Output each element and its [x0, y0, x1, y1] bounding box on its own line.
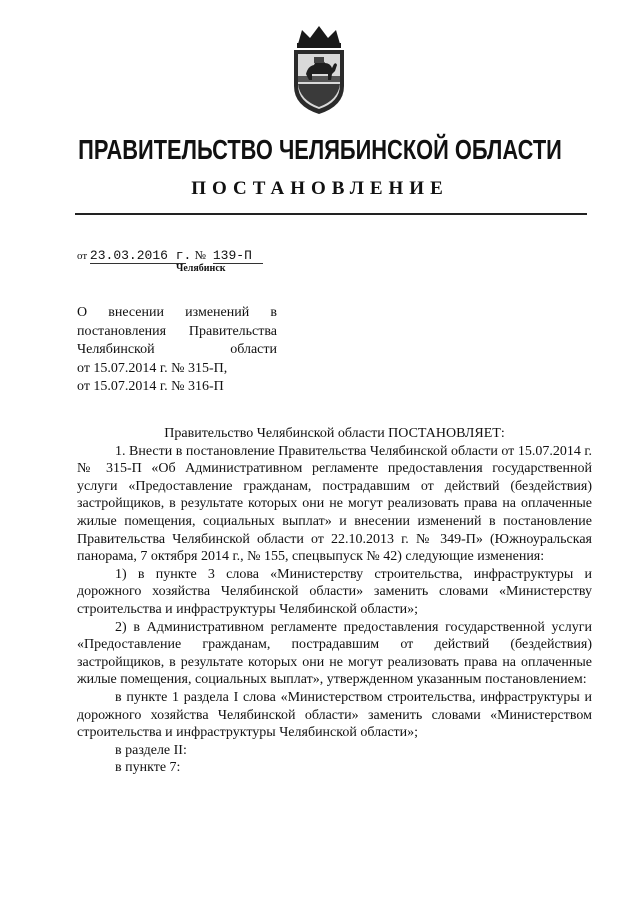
document-subject	[77, 304, 277, 397]
body-paragraph: в разделе II:	[115, 742, 187, 758]
document-number: 139-П	[213, 248, 263, 264]
subject-line: от 15.07.2014 г. № 315-П,	[77, 360, 228, 376]
body-paragraph: 1) в пункте 3 слова «Министерству строительства, инфраструктуры и дорожного хозяйства Челябинской области» заменить словами «Министерству строительства и инфраструктуры Челябинской области»;	[77, 566, 592, 617]
subject-line: О внесении изменений в	[77, 305, 277, 320]
subject-line: Челябинской области	[77, 342, 277, 357]
subject-line: постановления Правительства	[77, 323, 277, 339]
registration-line	[77, 248, 263, 264]
date-prefix: от	[77, 250, 88, 262]
issue-city: Челябинск	[176, 263, 226, 274]
document-type-heading: ПОСТАНОВЛЕНИЕ	[191, 178, 449, 199]
document-date: 23.03.2016 г.	[89, 248, 192, 263]
body-paragraph: 1. Внести в постановление Правительства Челябинской области от 15.07.2014 г. № 315-П «Об Административном регламенте предоставления государственной услуги «Предоставление гражданам, пострадавшим от действий (бездействия) застройщиков, в результате которых они не могут реализовать права на оплаченные жилые помещения, социальных выплат» и внесении изменений в постановление Правительства Челябинской области от 22.10.2013 г. № 349-П» (Южноуральская панорама, 7 октября 2014 г., № 155, спецвыпуск № 42) следующие изменения:	[77, 443, 592, 565]
header-divider	[75, 213, 587, 215]
document-body	[77, 425, 592, 777]
preamble: Правительство Челябинской области ПОСТАНОВЛЯЕТ:	[164, 426, 505, 441]
number-label: №	[194, 248, 207, 262]
chelyabinsk-coat-of-arms-icon	[288, 24, 350, 116]
subject-line: от 15.07.2014 г. № 316-П	[77, 379, 224, 394]
government-heading: ПРАВИТЕЛЬСТВО ЧЕЛЯБИНСКОЙ ОБЛАСТИ	[78, 134, 562, 165]
body-paragraph: в пункте 1 раздела I слова «Министерством строительства, инфраструктуры и дорожного хозяйства Челябинской области» заменить словами «Министерством строительства и инфраструктуры Челябинской области»;	[77, 689, 592, 741]
body-paragraph: 2) в Административном регламенте предоставления государственной услуги «Предоставление гражданам, пострадавшим от действий (бездействия) застройщиков, в результате которых они не могут реализовать права на оплаченные жилые помещения, социальных выплат», утвержденном указанным постановлением:	[77, 619, 592, 688]
body-paragraph: в пункте 7:	[115, 760, 181, 776]
